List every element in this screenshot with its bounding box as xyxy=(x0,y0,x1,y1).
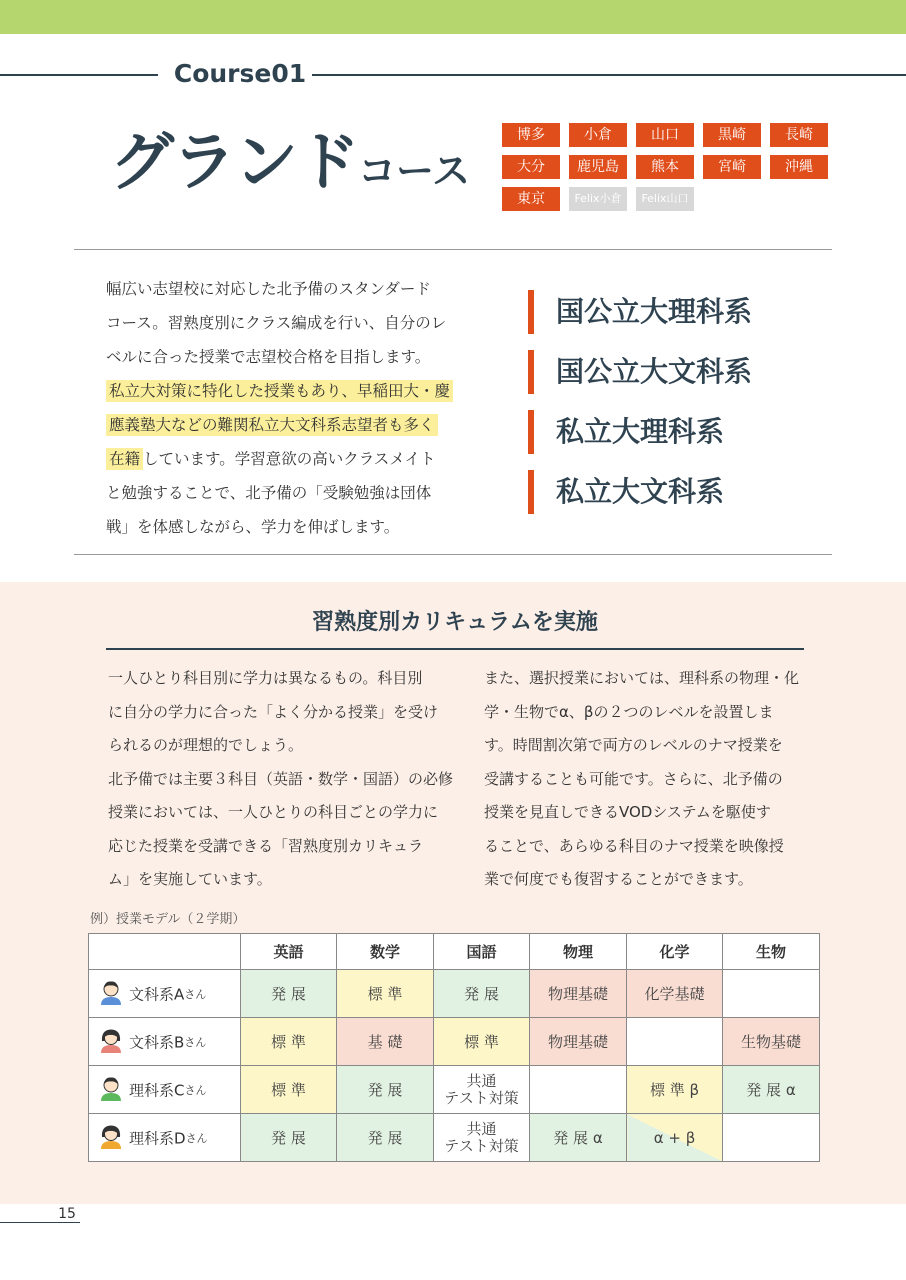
table-cell: 物理基礎 xyxy=(530,970,627,1018)
text-line: す。時間割次第で両方のレベルのナマ授業を xyxy=(484,736,783,754)
location-tags xyxy=(502,123,832,213)
highlighted-text: 私立大対策に特化した授業もあり、早稲田大・慶 xyxy=(106,380,453,402)
female-student-icon xyxy=(99,1123,123,1153)
page-number: 15 xyxy=(58,1206,76,1222)
location-tag: 博多 xyxy=(502,123,560,147)
section-text-left xyxy=(108,664,458,899)
table-cell: α + β xyxy=(627,1114,723,1162)
course-name: 私立大理科系 xyxy=(556,415,725,448)
location-tag: 山口 xyxy=(636,123,694,147)
table-cell xyxy=(530,1066,627,1114)
student-name: 理科系C xyxy=(129,1081,185,1099)
table-header-row xyxy=(89,934,820,970)
location-tag: 長崎 xyxy=(770,123,828,147)
table-cell xyxy=(723,970,820,1018)
course-item xyxy=(528,408,848,468)
location-tag: 熊本 xyxy=(636,155,694,179)
schedule-model-table xyxy=(88,933,820,1162)
highlighted-text: 應義塾大などの難関私立大文科系志望者も多く xyxy=(106,414,438,436)
course-item xyxy=(528,348,848,408)
course-label: Course01 xyxy=(173,59,307,88)
table-row xyxy=(89,1114,820,1162)
section-title-underline xyxy=(106,648,804,650)
honorific: さん xyxy=(184,1083,207,1097)
page-title xyxy=(110,118,470,208)
cell-line: テスト対策 xyxy=(444,1088,519,1107)
student-name-cell xyxy=(89,1018,241,1066)
table-cell: 発 展 α xyxy=(723,1066,820,1114)
table-cell: 物理基礎 xyxy=(530,1018,627,1066)
header-rule-right xyxy=(312,74,906,76)
column-header: 化学 xyxy=(627,934,723,970)
accent-bar xyxy=(528,470,534,514)
cell-line: テスト対策 xyxy=(444,1136,519,1155)
column-header: 生物 xyxy=(723,934,820,970)
location-tag-inactive: Felix山口 xyxy=(636,187,694,211)
section-title: 習熟度別カリキュラムを実施 xyxy=(312,610,598,635)
table-cell: 標 準 xyxy=(434,1018,530,1066)
divider-top xyxy=(74,249,832,250)
text-line: ることで、あらゆる科目のナマ授業を映像授 xyxy=(484,836,784,855)
table-cell: 標 準 β xyxy=(627,1066,723,1114)
location-tag: 宮崎 xyxy=(703,155,761,179)
column-header: 国語 xyxy=(434,934,530,970)
table-cell: 発 展 xyxy=(337,1114,434,1162)
model-label: 例）授業モデル（２学期） xyxy=(90,912,246,927)
header-rule-left xyxy=(0,74,158,76)
female-student-icon xyxy=(99,1027,123,1057)
title-main: グランド xyxy=(110,126,358,200)
intro-line: 幅広い志望校に対応した北予備のスタンダード xyxy=(106,280,431,298)
table-cell: 発 展 xyxy=(241,970,337,1018)
course-name: 私立大文科系 xyxy=(556,475,725,508)
intro-line: ベルに合った授業で志望校合格を目指します。 xyxy=(106,348,431,366)
honorific: さん xyxy=(184,1035,207,1049)
male-student-icon xyxy=(99,979,123,1009)
text-line: また、選択授業においては、理科系の物理・化 xyxy=(484,669,800,687)
page-number-rule xyxy=(0,1222,80,1223)
accent-bar xyxy=(528,350,534,394)
table-cell: 発 展 xyxy=(337,1066,434,1114)
student-name-cell xyxy=(89,970,241,1018)
location-tag: 黒崎 xyxy=(703,123,761,147)
intro-line xyxy=(106,410,466,444)
accent-bar xyxy=(528,290,534,334)
text-line: 授業を見直しできるVODシステムを駆使す xyxy=(484,803,771,821)
table-cell: 標 準 xyxy=(241,1018,337,1066)
text-line: 業で何度でも復習することができます。 xyxy=(484,870,753,888)
intro-line-rest: しています。学習意欲の高いクラスメイト xyxy=(143,450,436,468)
cell-line: 共通 xyxy=(466,1071,497,1090)
male-student-icon xyxy=(99,1075,123,1105)
table-cell: 化学基礎 xyxy=(627,970,723,1018)
table-corner xyxy=(89,934,241,970)
course-list xyxy=(528,288,848,528)
course-item xyxy=(528,288,848,348)
table-cell xyxy=(627,1018,723,1066)
column-header: 英語 xyxy=(241,934,337,970)
cell-line: 共通 xyxy=(466,1119,497,1138)
text-line: 授業においては、一人ひとりの科目ごとの学力に xyxy=(108,803,439,821)
table-cell: 標 準 xyxy=(337,970,434,1018)
table-cell: 標 準 xyxy=(241,1066,337,1114)
location-tag: 大分 xyxy=(502,155,560,179)
intro-line xyxy=(106,444,466,478)
text-line: られるのが理想的でしょう。 xyxy=(108,736,304,754)
column-header: 物理 xyxy=(530,934,627,970)
student-name-cell xyxy=(89,1066,241,1114)
text-line: 北予備では主要３科目（英語・数学・国語）の必修 xyxy=(108,769,454,788)
location-tag: 鹿児島 xyxy=(569,155,627,179)
table-row xyxy=(89,1066,820,1114)
student-name: 理科系D xyxy=(129,1129,186,1147)
section-text-right xyxy=(484,664,834,899)
table-cell: 生物基礎 xyxy=(723,1018,820,1066)
location-tag: 沖縄 xyxy=(770,155,828,179)
column-header: 数学 xyxy=(337,934,434,970)
text-line: 学・生物でα、βの２つのレベルを設置しま xyxy=(484,702,774,721)
course-name: 国公立大文科系 xyxy=(556,355,753,388)
location-tag-inactive: Felix小倉 xyxy=(569,187,627,211)
location-tag: 小倉 xyxy=(569,123,627,147)
course-item xyxy=(528,468,848,528)
text-line: ム」を実施しています。 xyxy=(108,870,272,888)
text-line: 受講することも可能です。さらに、北予備の xyxy=(484,769,783,788)
text-line: 応じた授業を受講できる「習熟度別カリキュラ xyxy=(108,836,424,855)
course-name: 国公立大理科系 xyxy=(556,295,753,328)
highlighted-text: 在籍 xyxy=(106,448,143,470)
intro-line xyxy=(106,376,466,410)
intro-line: 戦」を体感しながら、学力を伸ばします。 xyxy=(106,518,400,536)
student-name: 文科系B xyxy=(129,1033,185,1051)
accent-bar xyxy=(528,410,534,454)
honorific: さん xyxy=(185,1131,208,1145)
text-line: に自分の学力に合った「よく分かる授業」を受け xyxy=(108,702,439,721)
intro-text xyxy=(106,274,466,546)
table-row xyxy=(89,1018,820,1066)
student-name: 文科系A xyxy=(129,985,185,1003)
table-cell: 基 礎 xyxy=(337,1018,434,1066)
divider-bottom xyxy=(74,554,832,555)
honorific: さん xyxy=(184,987,207,1001)
title-suffix: コース xyxy=(358,149,471,193)
top-green-bar xyxy=(0,0,906,34)
table-cell-kokugo xyxy=(434,1066,530,1114)
intro-line: と勉強することで、北予備の「受験勉強は団体 xyxy=(106,484,432,502)
student-name-cell xyxy=(89,1114,241,1162)
table-cell: 発 展 xyxy=(241,1114,337,1162)
text-line: 一人ひとり科目別に学力は異なるもの。科目別 xyxy=(108,669,423,687)
course-header xyxy=(0,56,906,92)
table-cell-kokugo xyxy=(434,1114,530,1162)
intro-line: コース。習熟度別にクラス編成を行い、自分のレ xyxy=(106,314,447,332)
table-cell: 発 展 α xyxy=(530,1114,627,1162)
location-tag: 東京 xyxy=(502,187,560,211)
table-row xyxy=(89,970,820,1018)
table-cell: 発 展 xyxy=(434,970,530,1018)
table-cell xyxy=(723,1114,820,1162)
